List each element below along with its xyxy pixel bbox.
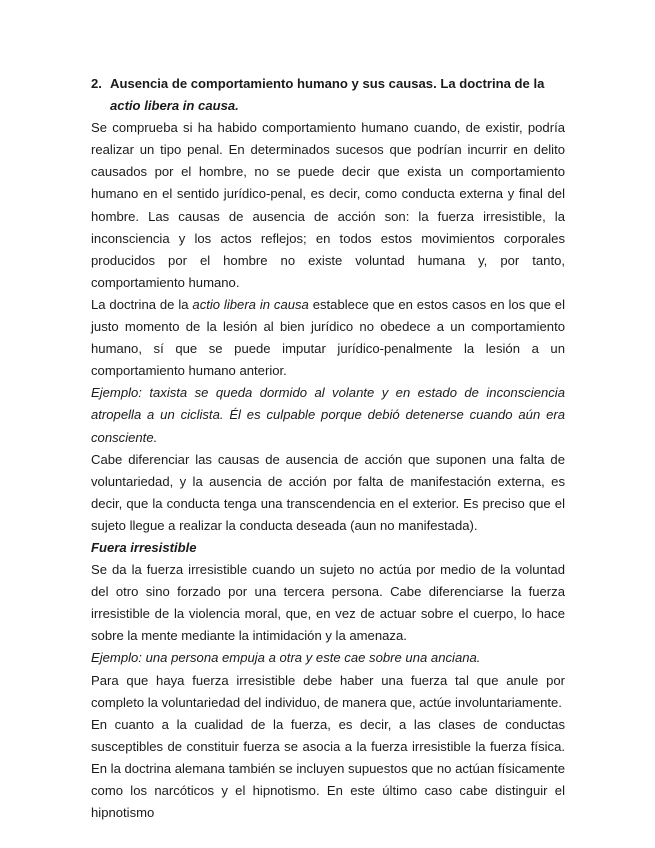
paragraph-voluntariedad: Cabe diferenciar las causas de ausencia de acción que suponen una falta de voluntariedad, y la ausencia de acción por falta de manifestación externa, es decir, que la conducta tenga una transcendencia en el exterior. Es preciso que el sujeto llegue a realizar la conducta deseada (aun no manifestada). <box>91 451 565 533</box>
paragraph-fuerza-definicion: Se da la fuerza irresistible cuando un sujeto no actúa por medio de la voluntad del otro sino forzado por una tercera persona. Cabe diferenciarse la fuerza irresistible de la violencia moral, que, en vez de actuar sobre el cuerpo, lo hace sobre la mente mediante la intimidación y la amenaza. <box>91 562 565 644</box>
section-heading <box>91 73 565 117</box>
paragraph-cualidad-fuerza: En cuanto a la cualidad de la fuerza, es decir, a las clases de conductas susceptibles de constituir fuerza se asocia a la fuerza irresistible la fuerza física. En la doctrina alemana también se incluyen supuestos que no actúan físicamente como los narcóticos y el hipnotismo. En este último caso cabe distinguir el hipnotismo <box>91 716 565 821</box>
example-taxista: Ejemplo: taxista se queda dormido al volante y en estado de inconsciencia atropella a un ciclista. Él es culpable porque debió detenerse cuando aún era consciente. <box>91 385 565 445</box>
paragraph-text: La doctrina de la <box>91 296 193 312</box>
paragraph-fuerza-requisito: Para que haya fuerza irresistible debe haber una fuerza tal que anule por completo la voluntariedad del individuo, de manera que, actúe involuntariamente. <box>91 672 565 710</box>
section-title: Ausencia de comportamiento humano y sus causas. La doctrina de la <box>110 76 545 91</box>
paragraph-actio-libera <box>91 294 565 382</box>
example-empuja: Ejemplo: una persona empuja a otra y este cae sobre una anciana. <box>91 650 481 666</box>
section-title-continuation: actio libera in causa. <box>110 98 239 114</box>
subheading-fuerza-irresistible: Fuera irresistible <box>91 539 197 555</box>
document-page <box>91 73 565 824</box>
paragraph-intro: Se comprueba si ha habido comportamiento humano cuando, de existir, podría realizar un tipo penal. En determinados sucesos que podrían incurrir en delito causados por el hombre, no se puede decir que exista un comportamiento humano en el sentido jurídico-penal, es decir, como conducta externa y final del hombre. Las causas de ausencia de acción son: la fuerza irresistible, la inconsciencia y los actos reflejos; en todos estos movimientos corporales producidos por el hombre no existe voluntad humana y, por tanto, comportamiento humano. <box>91 120 565 290</box>
section-number: 2. <box>91 76 102 91</box>
paragraph-text: establece que en estos casos en los que el justo momento de la lesión al bien jurídico no obedece a un comportamiento humano, sí que se puede imputar jurídico-penalmente la lesión a un comportamiento humano anterior. <box>91 296 565 379</box>
paragraph-emphasis: actio libera in causa <box>192 296 309 312</box>
